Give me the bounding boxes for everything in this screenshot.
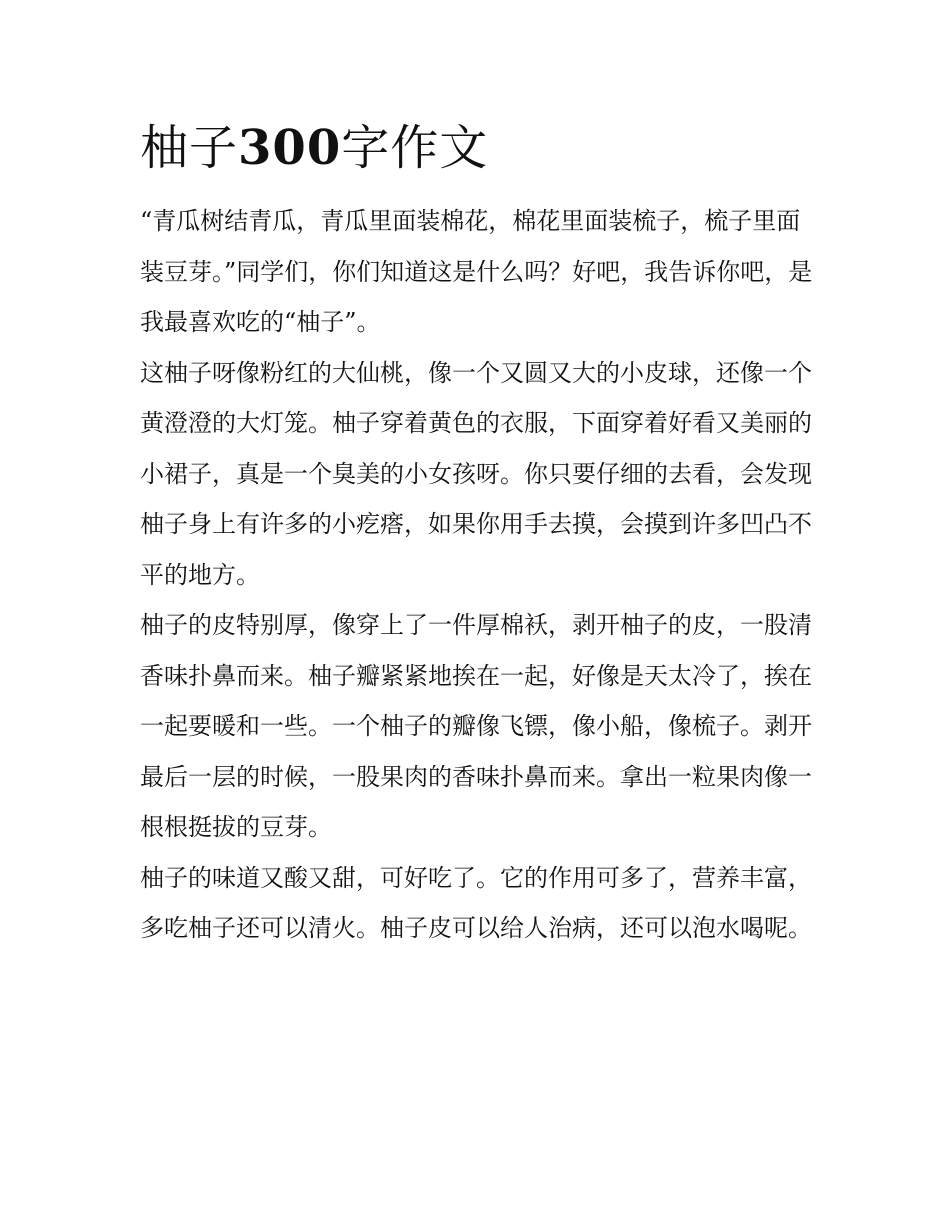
title-prefix: 柚子 bbox=[140, 120, 239, 176]
title-number: 300 bbox=[238, 120, 342, 176]
paragraph-1: “青瓜树结青瓜，青瓜里面装棉花，棉花里面装梳子，梳子里面装豆芽。”同学们，你们知道这是什么吗？好吧，我告诉你吧，是我最喜欢吃的“柚子”。 bbox=[140, 207, 813, 336]
title-suffix: 字作文 bbox=[341, 120, 489, 176]
paragraph-4: 柚子的味道又酸又甜，可好吃了。它的作用可多了，营养丰富，多吃柚子还可以清火。柚子皮可以给人治病，还可以泡水喝呢。 bbox=[140, 863, 812, 942]
document-page bbox=[140, 118, 815, 954]
paragraph-2: 这柚子呀像粉红的大仙桃，像一个又圆又大的小皮球，还像一个黄澄澄的大灯笼。柚子穿着黄色的衣服，下面穿着好看又美丽的小裙子，真是一个臭美的小女孩呀。你只要仔细的去看，会发现柚子身上有许多的小疙瘩，如果你用手去摸，会摸到许多凹凸不平的地方。 bbox=[140, 358, 812, 589]
document-title bbox=[140, 118, 815, 178]
paragraph-3: 柚子的皮特别厚，像穿上了一件厚棉袄，剥开柚子的皮，一股清香味扑鼻而来。柚子瓣紧紧地挨在一起，好像是天太冷了，挨在一起要暖和一些。一个柚子的瓣像飞镖，像小船，像梳子。剥开最后一层的时候，一股果肉的香味扑鼻而来。拿出一粒果肉像一根根挺拔的豆芽。 bbox=[140, 611, 812, 841]
